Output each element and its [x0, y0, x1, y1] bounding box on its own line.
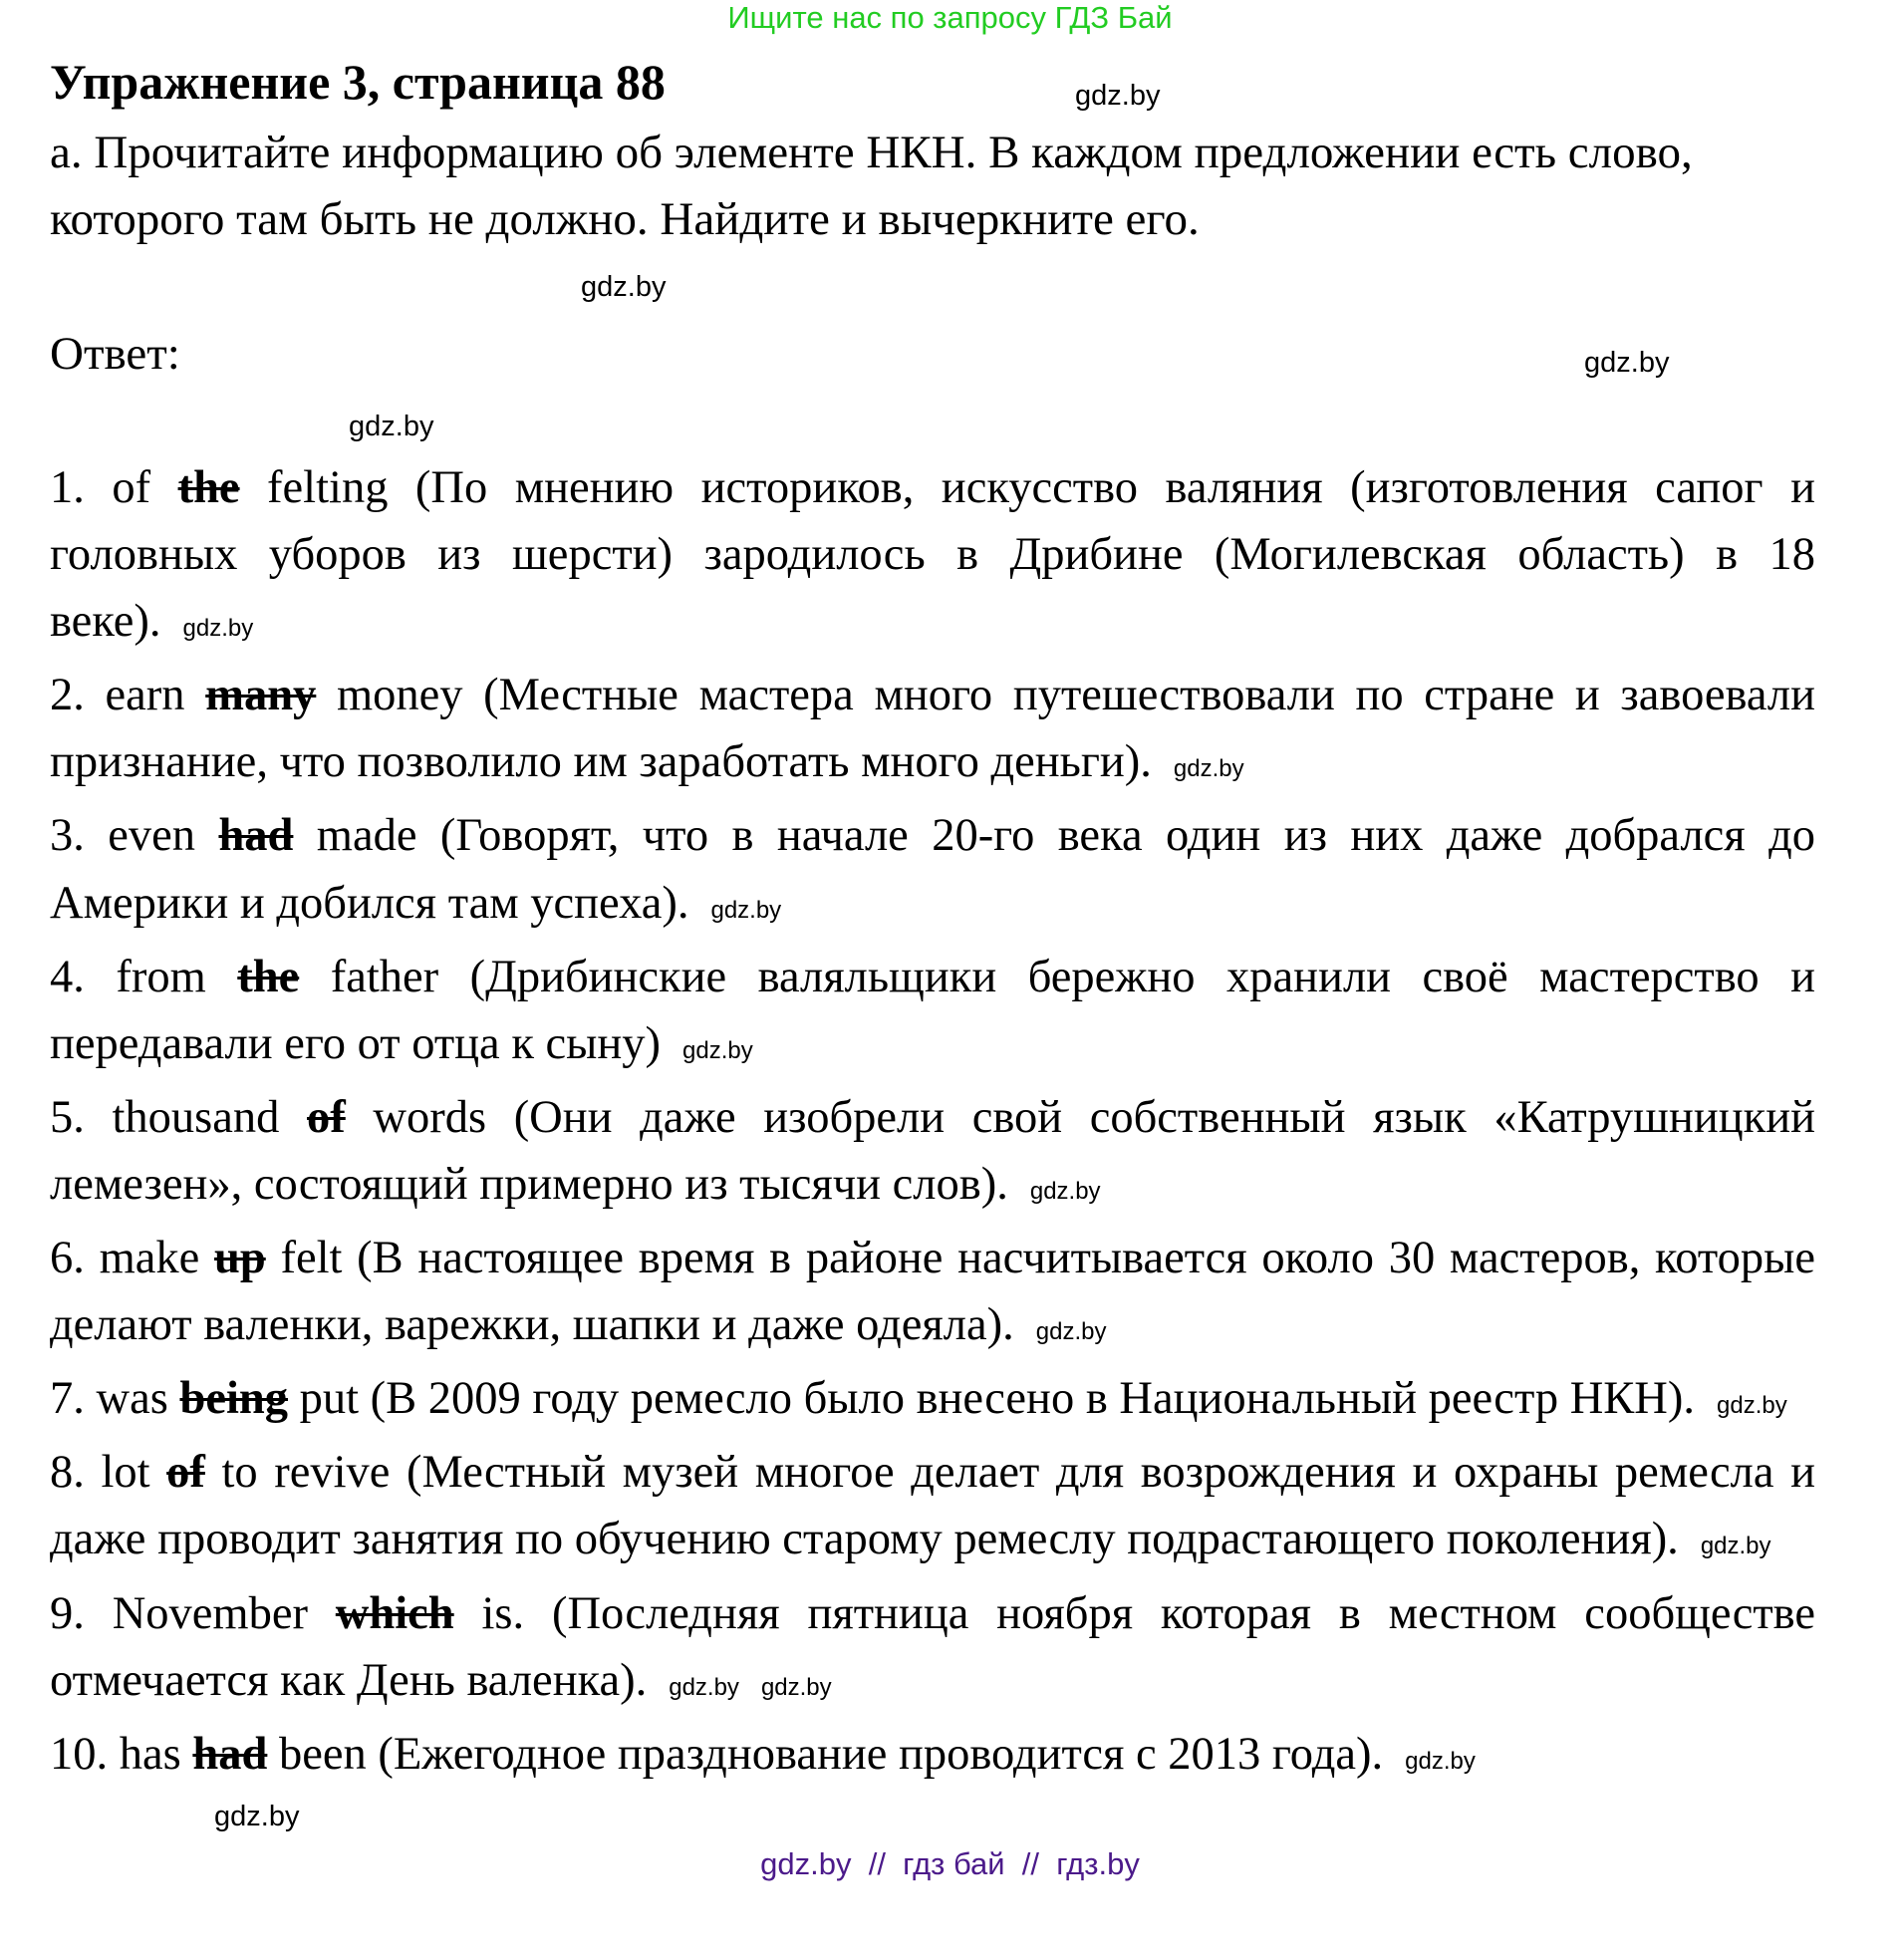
- answer-item: 8. lot of to revive (Местный музей многое делает для возрождения и охраны ремесла и даже проводит занятия по обучению старому ремеслу подрастающего поколения). gdz.by: [50, 1447, 1816, 1565]
- watermark: gdz.by: [1075, 80, 1161, 112]
- watermark: gdz.by: [710, 896, 782, 924]
- task-text: а. Прочитайте информацию об элементе НКН. В каждом предложении есть слово, которого там быть не должно. Найдите и вычеркните его.: [50, 127, 1693, 245]
- watermark: gdz.by: [682, 1036, 753, 1064]
- struck-word: being: [179, 1373, 288, 1425]
- answer-list: [50, 454, 1815, 1795]
- answer-item: 1. of the felting (По мнению историков, искусство валяния (изготовления сапог и головных уборов из шерсти) зародилось в Дрибине (Могилевская область) в 18 веке). gdz.by: [50, 462, 1815, 648]
- struck-word: many: [205, 670, 317, 721]
- watermark: gdz.by: [1717, 1392, 1787, 1420]
- struck-word: the: [237, 951, 300, 1002]
- struck-word: had: [192, 1728, 268, 1780]
- watermark: gdz.by: [182, 615, 254, 643]
- struck-word: up: [214, 1233, 266, 1284]
- watermark: gdz.by: [760, 1673, 832, 1701]
- answer-item: 4. from the father (Дрибинские валяльщики бережно хранили своё мастерство и передавали его от отца к сыну) gdz.by: [50, 951, 1816, 1069]
- struck-word: the: [177, 462, 240, 513]
- answer-label: Ответ:: [50, 328, 180, 380]
- watermark: gdz.by: [1405, 1747, 1476, 1775]
- answer-section: [50, 454, 1815, 1892]
- watermark: gdz.by: [1029, 1177, 1101, 1205]
- watermark: gdz.by: [1700, 1533, 1771, 1560]
- answer-item: 10. has had been (Ежегодное празднование проводится с 2013 года). gdz.by: [50, 1728, 1476, 1780]
- watermark: gdz.by: [1584, 347, 1670, 379]
- answer-item: 6. make up felt (В настоящее время в районе насчитывается около 30 мастеров, которые делают валенки, варежки, шапки и даже одеяла). gdz.by: [50, 1233, 1816, 1351]
- watermark: gdz.by: [1035, 1318, 1107, 1346]
- struck-word: of: [166, 1447, 205, 1499]
- struck-word: had: [218, 810, 294, 862]
- watermark: gdz.by: [349, 411, 434, 442]
- answer-item: 7. was being put (В 2009 году ремесло было внесено в Национальный реестр НКН). gdz.by: [50, 1373, 1787, 1425]
- search-banner[interactable]: Ищите нас по запросу ГДЗ Бай: [727, 0, 1173, 35]
- answer-item: 5. thousand of words (Они даже изобрели свой собственный язык «Катрушницкий лемезен», состоящий примерно из тысячи слов). gdz.by: [50, 1091, 1815, 1210]
- answer-item: 2. earn many money (Местные мастера много путешествовали по стране и завоевали признание, что позволило им заработать много деньги). gdz.by: [50, 670, 1816, 788]
- footer-links[interactable]: gdz.by // гдз бай // гдз.by: [760, 1845, 1140, 1881]
- struck-word: of: [307, 1091, 346, 1143]
- answer-item: 9. November which is. (Последняя пятница ноября которая в местном сообществе отмечается как День валенка). gdz.by gdz.by: [50, 1587, 1815, 1706]
- watermark: gdz.by: [669, 1673, 739, 1701]
- watermark: gdz.by: [214, 1800, 300, 1832]
- exercise-title: Упражнение 3, страница 88: [50, 54, 666, 110]
- watermark: gdz.by: [581, 271, 667, 303]
- watermark: gdz.by: [1173, 755, 1244, 783]
- answer-item: 3. even had made (Говорят, что в начале 20-го века один из них даже добрался до Америки и добился там успеха). gdz.by: [50, 810, 1815, 929]
- struck-word: which: [335, 1587, 454, 1639]
